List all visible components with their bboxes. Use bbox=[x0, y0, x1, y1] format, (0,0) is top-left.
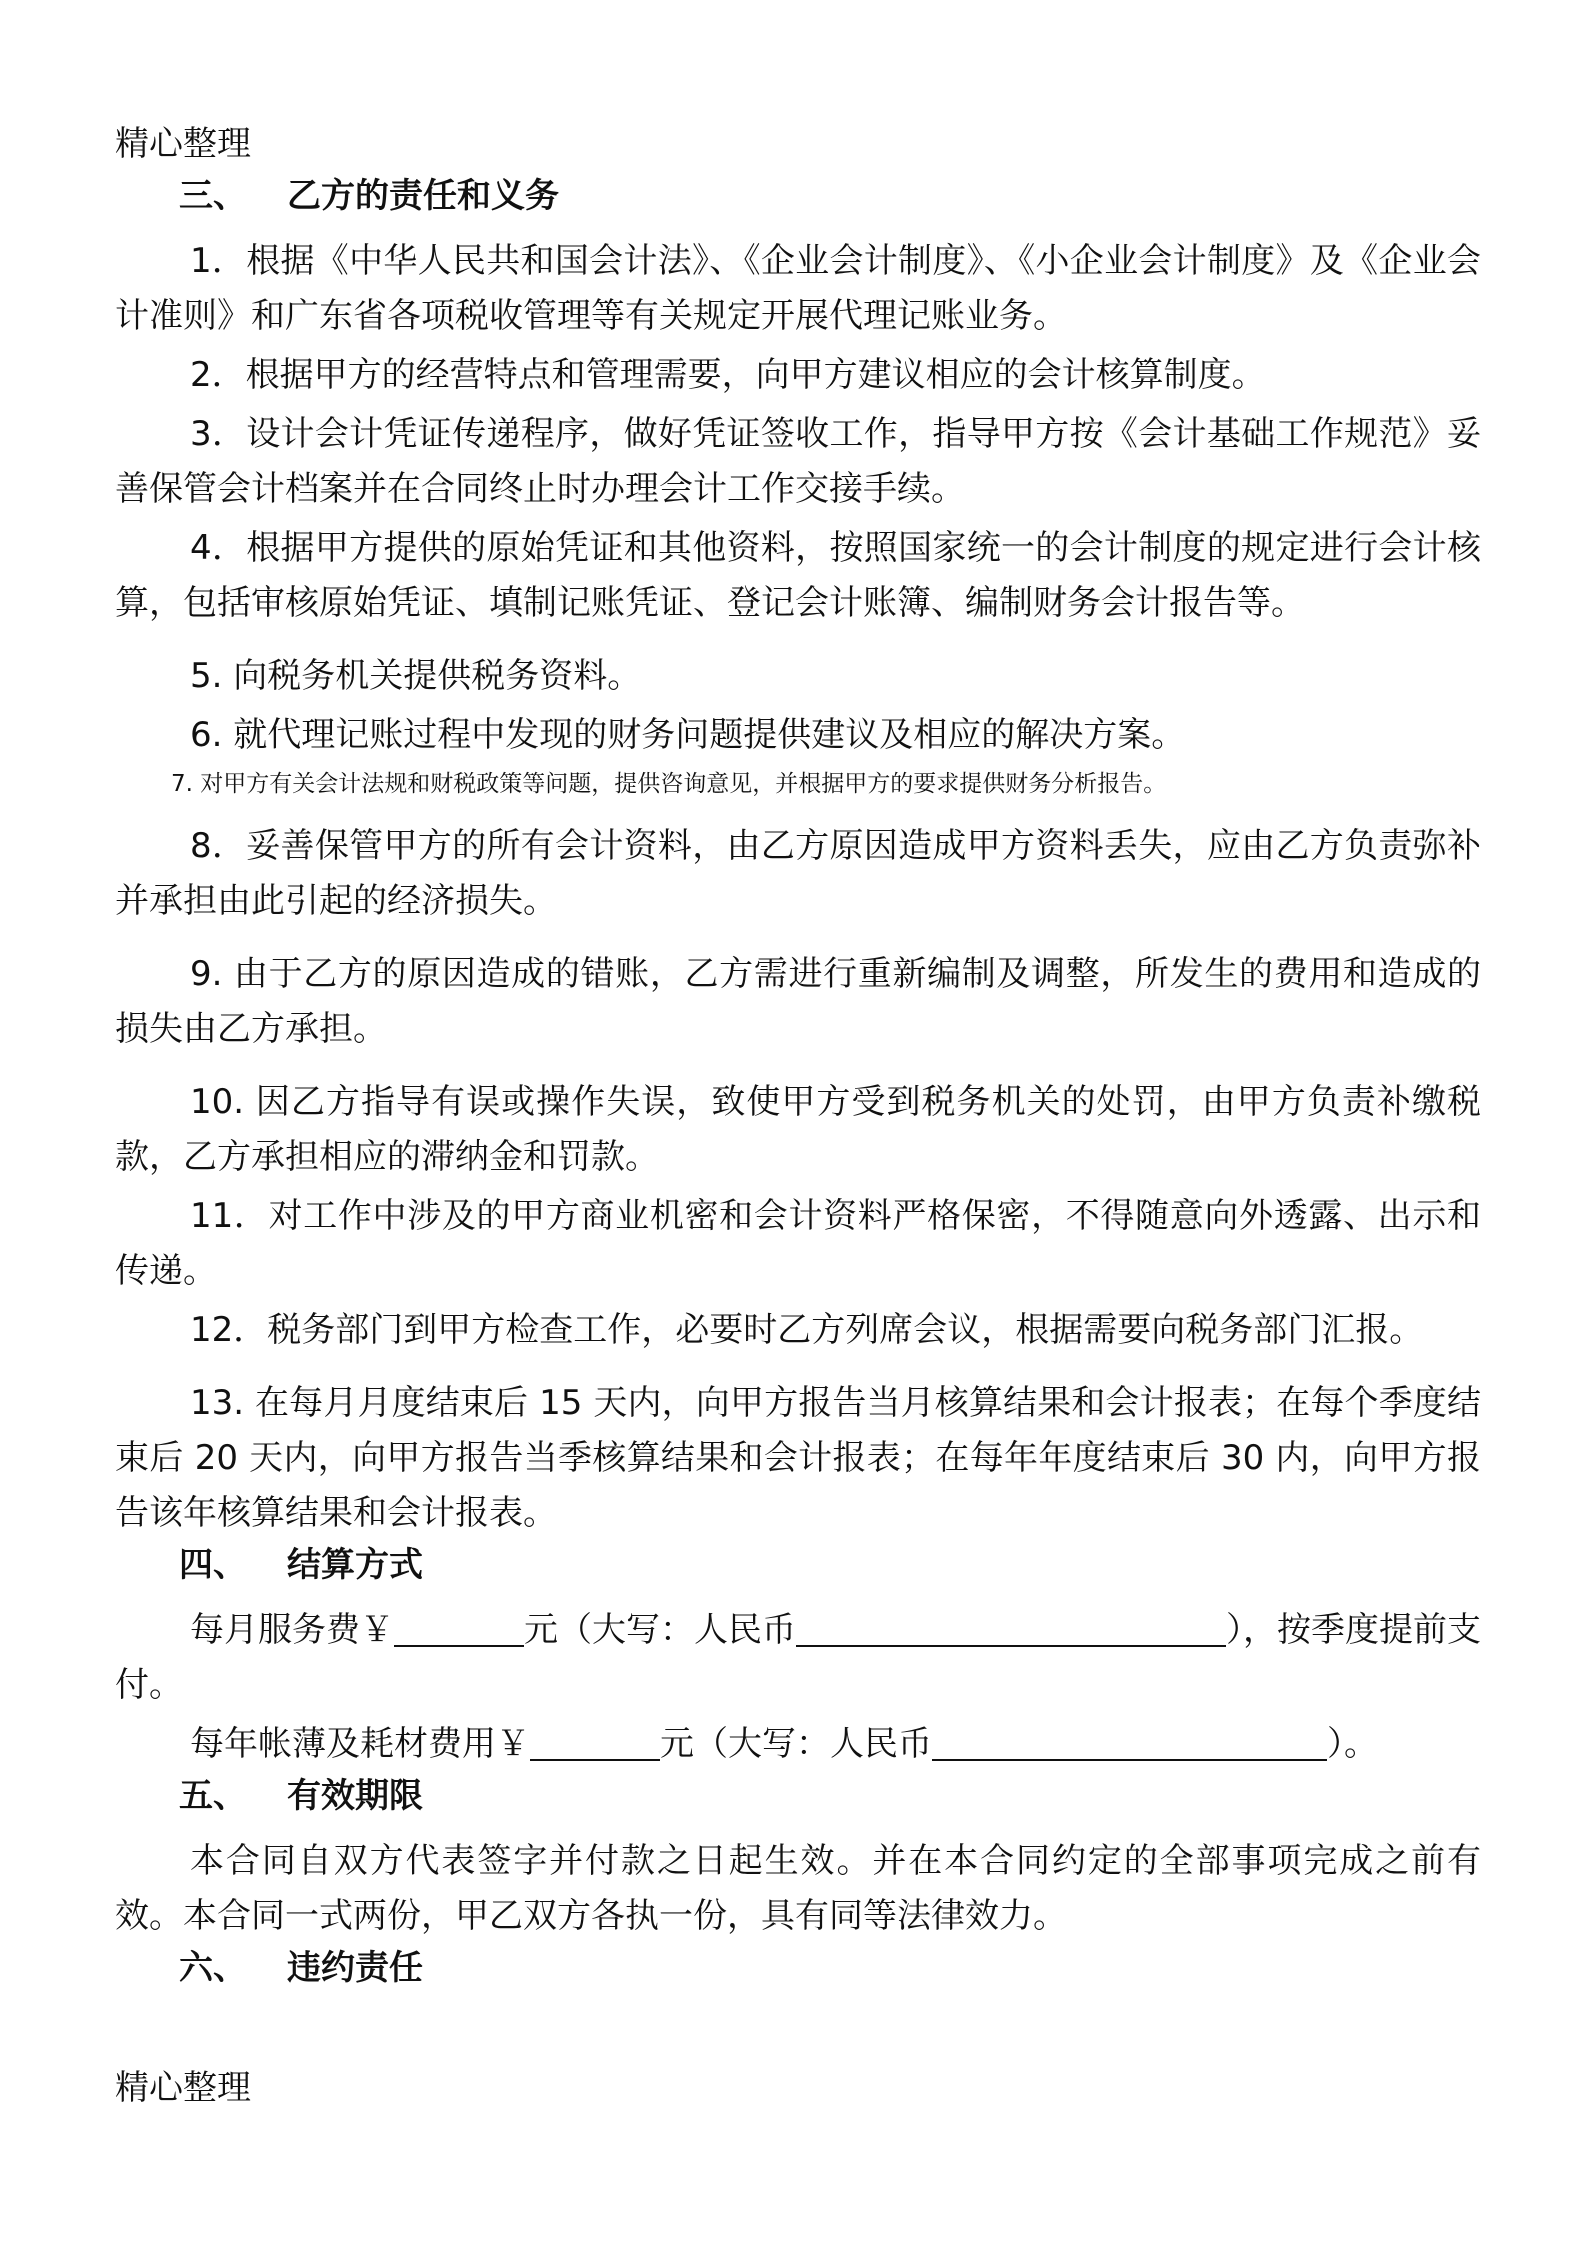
section-heading-liability bbox=[115, 1948, 1481, 1988]
book-fee-words-blank bbox=[932, 1725, 1327, 1761]
monthly-fee-line: 每月服务费￥ 元（大写：人民币 ），按季度提前支付。 bbox=[115, 1610, 1481, 1705]
section-number: 三、 bbox=[179, 176, 247, 216]
book-fee-amount-blank bbox=[530, 1725, 660, 1761]
clause-12: 12．税务部门到甲方检查工作，必要时乙方列席会议，根据需要向税务部门汇报。 bbox=[190, 1310, 1424, 1350]
clause-8: 8．妥善保管甲方的所有会计资料，由乙方原因造成甲方资料丢失，应由乙方负责弥补并承担由此引起的经济损失。 bbox=[115, 826, 1481, 921]
contract-body bbox=[115, 176, 1481, 2006]
monthly-fee-words-blank bbox=[796, 1611, 1226, 1647]
annual-book-fee-line: 每年帐薄及耗材费用￥ 元（大写：人民币 ）。 bbox=[190, 1724, 1378, 1764]
section-title: 结算方式 bbox=[287, 1545, 423, 1585]
validity-clause: 本合同自双方代表签字并付款之日起生效。并在本合同约定的全部事项完成之前有效。本合同一式两份，甲乙双方各执一份，具有同等法律效力。 bbox=[115, 1841, 1481, 1936]
clause-13: 13. 在每月月度结束后 15 天内，向甲方报告当月核算结果和会计报表；在每个季度结束后 20 天内，向甲方报告当季核算结果和会计报表；在每年年度结束后 30 内，向甲方报告该年核算结果和会计报表。 bbox=[115, 1383, 1481, 1533]
clause-7: 7. 对甲方有关会计法规和财税政策等问题，提供咨询意见，并根据甲方的要求提供财务分析报告。 bbox=[171, 771, 1167, 797]
clause-9: 9. 由于乙方的原因造成的错账，乙方需进行重新编制及调整，所发生的费用和造成的损失由乙方承担。 bbox=[115, 954, 1481, 1049]
section-title: 乙方的责任和义务 bbox=[287, 176, 559, 216]
clause-1: 1．根据《中华人民共和国会计法》、《企业会计制度》、《小企业会计制度》及《企业会计准则》和广东省各项税收管理等有关规定开展代理记账业务。 bbox=[115, 241, 1481, 336]
monthly-fee-amount-blank bbox=[394, 1611, 524, 1647]
page-footer: 精心整理 bbox=[115, 2068, 251, 2108]
clause-11: 11．对工作中涉及的甲方商业机密和会计资料严格保密，不得随意向外透露、出示和传递。 bbox=[115, 1196, 1481, 1291]
section-number: 四、 bbox=[179, 1545, 247, 1585]
section-title: 有效期限 bbox=[287, 1776, 423, 1816]
clause-4: 4．根据甲方提供的原始凭证和其他资料，按照国家统一的会计制度的规定进行会计核算，包括审核原始凭证、填制记账凭证、登记会计账簿、编制财务会计报告等。 bbox=[115, 528, 1481, 623]
clause-5: 5. 向税务机关提供税务资料。 bbox=[190, 656, 642, 696]
clause-10: 10. 因乙方指导有误或操作失误，致使甲方受到税务机关的处罚，由甲方负责补缴税款，乙方承担相应的滞纳金和罚款。 bbox=[115, 1082, 1481, 1177]
section-heading-validity bbox=[115, 1776, 1481, 1816]
section-title: 违约责任 bbox=[287, 1948, 423, 1988]
clause-6: 6. 就代理记账过程中发现的财务问题提供建议及相应的解决方案。 bbox=[190, 715, 1186, 755]
section-heading-obligations bbox=[115, 176, 1481, 216]
clause-3: 3．设计会计凭证传递程序，做好凭证签收工作，指导甲方按《会计基础工作规范》妥善保管会计档案并在合同终止时办理会计工作交接手续。 bbox=[115, 414, 1481, 509]
page-header: 精心整理 bbox=[115, 124, 251, 164]
section-heading-settlement bbox=[115, 1545, 1481, 1585]
section-number: 五、 bbox=[179, 1776, 247, 1816]
clause-2: 2．根据甲方的经营特点和管理需要，向甲方建议相应的会计核算制度。 bbox=[190, 355, 1266, 395]
section-number: 六、 bbox=[179, 1948, 247, 1988]
